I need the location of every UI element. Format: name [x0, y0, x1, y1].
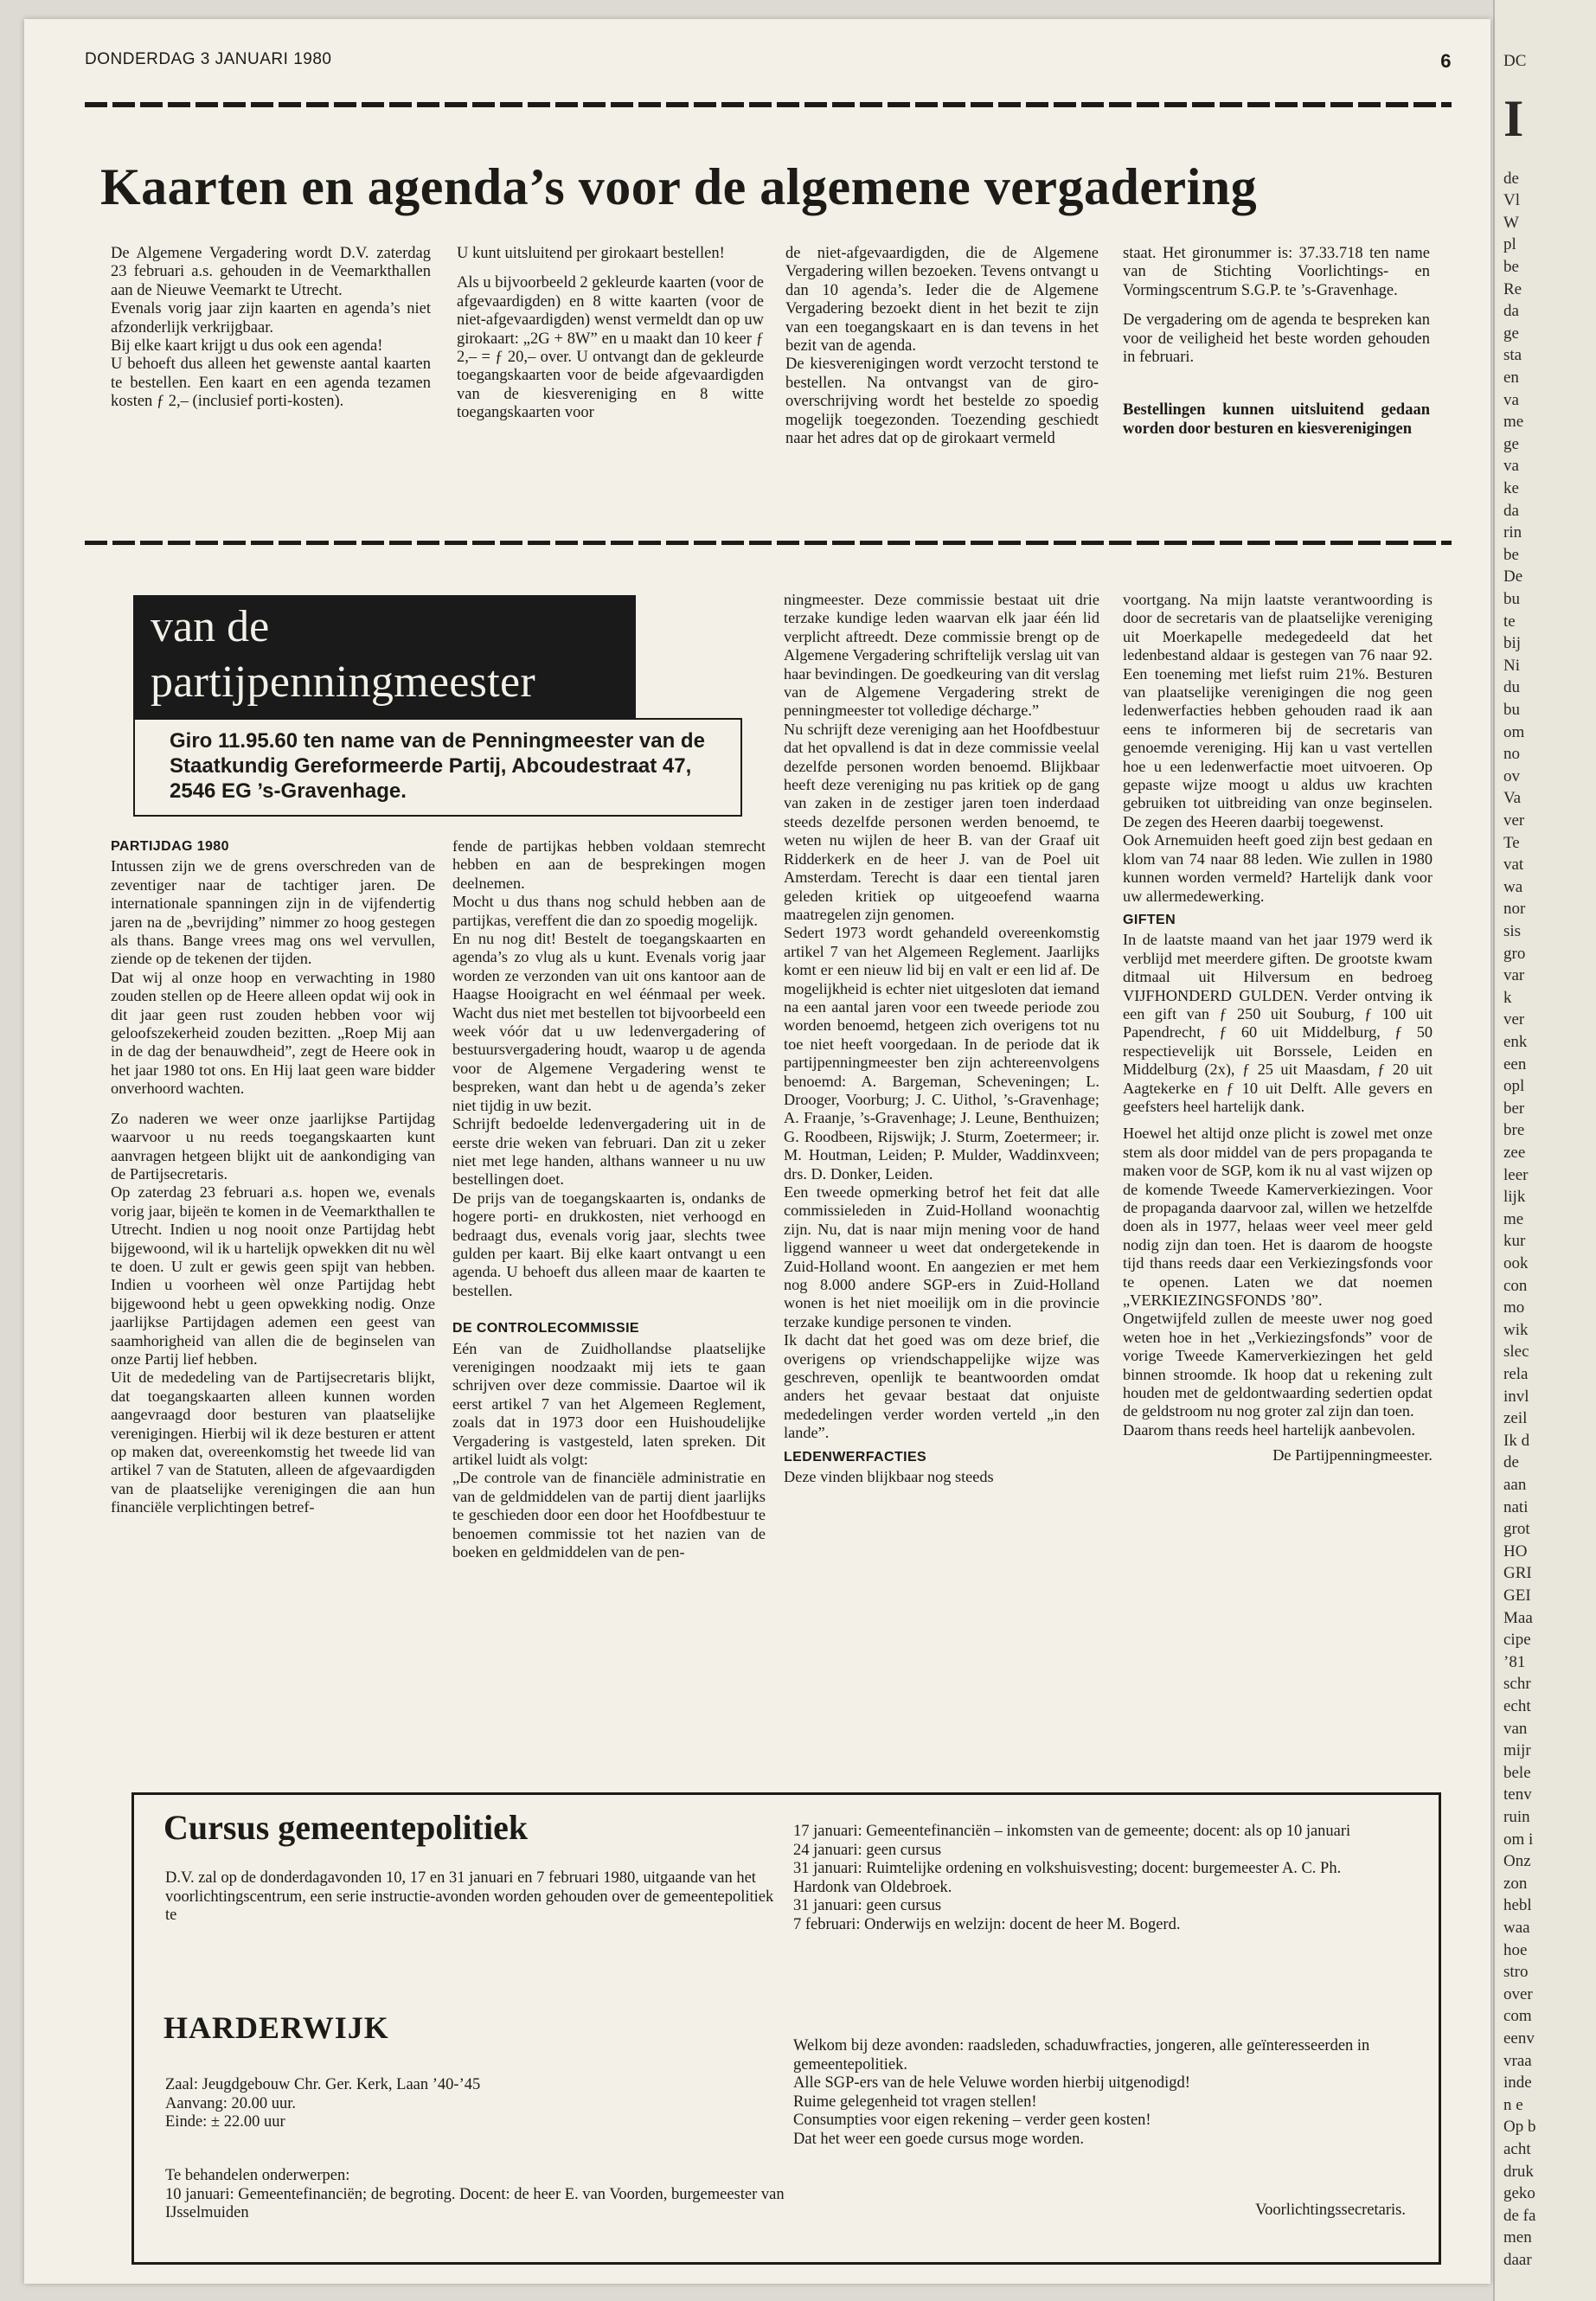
edge-fragment: ver — [1503, 1010, 1525, 1029]
edge-fragment: bij — [1503, 634, 1522, 653]
edge-fragment: con — [1503, 1276, 1528, 1295]
article-paragraph: Daarom thans reeds heel hartelijk aanbevolen. — [1123, 1420, 1416, 1439]
schedule-item: 31 januari: Ruimtelijke ordening en volkshuisvesting; docent: burgemeester A. C. Ph. Hardonk van Oldebroek. — [793, 1860, 1342, 1896]
edge-fragment: Re — [1503, 279, 1522, 298]
edge-fragment: W — [1503, 213, 1519, 232]
header-date: DONDERDAG 3 JANUARI 1980 — [85, 50, 332, 68]
edge-fragment: I — [1503, 89, 1524, 147]
edge-fragment: da — [1503, 501, 1519, 520]
edge-fragment: leer — [1503, 1165, 1529, 1184]
cursus-title: Cursus gemeentepolitiek — [163, 1808, 529, 1847]
edge-fragment: rin — [1503, 523, 1522, 542]
giro-box — [133, 718, 742, 817]
edge-fragment: Op b — [1503, 2118, 1536, 2137]
article-paragraph: Schrijft bedoelde ledenvergadering uit in de eerste drie weken van februari. Dan zit u zeker niet met lege handen, althans wanneer u nu uw bestellingen doet. — [452, 1115, 766, 1189]
subheading-giften: GIFTEN — [1123, 912, 1176, 927]
article-paragraph: Nu schrijft deze vereniging aan het Hoofdbestuur dat het opvallend is dat in deze commissie veelal dezelfde personen worden benoemd. Blijkbaar heeft deze vereniging nu pas kritiek op de gang van zaken in de zestiger jaren toen inderdaad steeds dezelfde personen werden benoemd, te weten nu wijlen de heer B. van der Graaf uit Ridderkerk en de heer J. van de Poel uit Amsterdam. Terecht is daar een tiental jaren geleden kritiek op uitgeoefend waarna maatregelen zijn genomen. — [784, 720, 1099, 923]
edge-fragment: HO — [1503, 1541, 1528, 1561]
article-paragraph: ningmeester. Deze commissie bestaat uit drie terzake kundige leden waarvan elk jaar één lid verplicht aftreedt. Deze commissie brengt op de Algemene Vergadering schriftelijk verslag uit van haar bevindingen. De goedkeuring van dit verslag van de Algemene Vergadering strekt de penningmeester tot volledige décharge.” — [784, 591, 1100, 720]
edge-fragment: no — [1503, 745, 1520, 764]
giro-text: Giro 11.95.60 ten name van de Penningmeester van de Staatkundig Gereformeerde Partij, Abcoudestraat 47, 2546 EG ’s-Gravenhage. — [170, 729, 705, 803]
edge-fragment: ge — [1503, 434, 1519, 453]
edge-fragment: nor — [1503, 900, 1526, 919]
edge-fragment: van — [1503, 1719, 1528, 1738]
edge-fragment: men — [1503, 2228, 1532, 2247]
article-paragraph: Deze vinden blijkbaar nog steeds — [784, 1468, 994, 1486]
edge-fragment: va — [1503, 390, 1519, 409]
edge-fragment: GRI — [1503, 1564, 1532, 1583]
schedule-item: 24 januari: geen cursus — [793, 1841, 942, 1859]
edge-fragment: enk — [1503, 1033, 1528, 1051]
edge-fragment: ruin — [1503, 1808, 1530, 1826]
edge-fragment: schr — [1503, 1675, 1531, 1694]
edge-fragment: inde — [1503, 2073, 1532, 2093]
welcome-line: Welkom bij deze avonden: raadsleden, schaduwfracties, jongeren, alle geïnteresseerden in gemeentepolitiek. — [793, 2037, 1370, 2073]
article-paragraph: fende de partijkas hebben voldaan stemrecht hebben en aan de besprekingen mogen deelnemen. — [452, 837, 766, 892]
edge-fragment: grot — [1503, 1520, 1530, 1539]
page-number: 6 — [1440, 50, 1452, 72]
cursus-schedule — [793, 1823, 1399, 1934]
edge-fragment: eenv — [1503, 2029, 1535, 2048]
agenda-paragraph: staat. Het gironummer is: 37.33.718 ten name van de Stichting Voorlichtings- en Vormingscentrum S.G.P. te ’s-Gravenhage. — [1123, 245, 1430, 299]
agenda-paragraph: De kiesverenigingen wordt verzocht terstond te bestellen. Na ontvangst van de giro-overschrijving wordt het bestelde zo spoedig mogelijk toegezonden. Toezending geschiedt naar het adres dat op de girokaart vermeld — [785, 356, 1099, 448]
agenda-column-3 — [785, 245, 1099, 448]
edge-fragment: com — [1503, 2007, 1532, 2026]
edge-fragment: sis — [1503, 922, 1522, 940]
agenda-paragraph: Als u bijvoorbeeld 2 gekleurde kaarten (voor de afgevaardigden) en 8 witte kaarten (voor de niet-afgevaardigden) wenst vermeldt dan op uw girokaart: „2G + 8W” en u maakt dan 10 keer ƒ 2,– = ƒ 20,– over. U ontvangt dan de gekleurde toegangskaarten voor de beide afgevaardigden van de kiesvereniging en 8 witte toegangskaarten voor — [457, 274, 764, 422]
edge-fragment: aan — [1503, 1476, 1527, 1494]
agenda-order-note: Bestellingen kunnen uitsluitend gedaan worden door besturen en kiesverenigingen — [1123, 401, 1430, 438]
edge-fragment: zon — [1503, 1874, 1528, 1893]
edge-fragment: wik — [1503, 1320, 1529, 1339]
agenda-paragraph: Bij elke kaart krijgt u dus ook een agenda! — [111, 337, 383, 356]
edge-fragment: de — [1503, 169, 1519, 188]
article-paragraph: Ongetwijfeld zullen de meeste uwer nog goed weten hoe in het „Verkiezingsfonds” voor de vorige Tweede Kamerverkiezingen het geld binnen stroomde. Ik hoop dat u rekening zult houden met de geldontwaarding sedertien opdat de geldstroom nu nog groter zal zijn dan toen. — [1123, 1310, 1433, 1420]
edge-fragment: echt — [1503, 1697, 1531, 1715]
article-paragraph: Hoewel het altijd onze plicht is zowel met onze stem als door middel van de pers propaganda te maken voor de SGP, kom ik nu al vast wijzen op de komende Tweede Kamerverkiezingen. Voor de propaganda daarvoor zal, willen we hetzelfde doen als in 1977, helaas weer veel meer geld nodig zijn dan toen. Het is daarom de hoogste tijd thans reeds daar een Verkiezingsfonds voor te openen. Laten we dat noemen „VERKIEZINGSFONDS ’80”. — [1123, 1125, 1433, 1310]
edge-fragment: invl — [1503, 1387, 1529, 1406]
edge-fragment: te — [1503, 612, 1516, 631]
edge-fragment: bu — [1503, 701, 1520, 719]
edge-fragment: mijr — [1503, 1741, 1531, 1760]
schedule-item: 17 januari: Gemeentefinanciën – inkomsten van de gemeente; docent: als op 10 januari — [793, 1823, 1351, 1840]
edge-fragment: ber — [1503, 1099, 1525, 1118]
article-paragraph: In de laatste maand van het jaar 1979 werd ik verblijd met meerdere giften. De grootste kwam ditmaal uit Hilversum en bedroeg VIJFHONDERD GULDEN. Verder ontving ik een gift van ƒ 250 uit Souburg, ƒ 100 uit Papendrecht, ƒ 60 uit Middelburg, ƒ 50 respectievelijk uit Borssele, Leiden en Middelburg (2x), ƒ 25 uit Maasdam, ƒ 20 uit Aagtekerke en ƒ 10 uit Delft. Alle gevers en geefsters heel hartelijk dank. — [1123, 931, 1433, 1115]
next-page-edge — [1493, 0, 1596, 2301]
edge-fragment: Ni — [1503, 656, 1520, 675]
edge-fragment: ov — [1503, 766, 1520, 785]
edge-fragment: sta — [1503, 346, 1522, 365]
article-paragraph: Intussen zijn we de grens overschreden van de zeventiger naar de tachtiger jaren. De internationale spanningen zijn in de vijfendertig jaren na de „bevrijding” nimmer zo hoog gestegen als thans. Bange vrees mag ons wel vervullen, ziende op de tekenen der tijden. — [111, 857, 435, 968]
edge-fragment: om i — [1503, 1830, 1534, 1849]
edge-fragment: zeil — [1503, 1409, 1528, 1428]
article-paragraph: Ook Arnemuiden heeft goed zijn best gedaan en klom van 74 naar 88 leden. Wie zullen in 1980 kunnen worden vermeld? Hartelijk dank voor uw allermedewerking. — [1123, 831, 1433, 905]
edge-fragment: bre — [1503, 1121, 1525, 1140]
edge-fragment: tenv — [1503, 1785, 1532, 1804]
cursus-welcome — [793, 2037, 1399, 2149]
edge-fragment: vraa — [1503, 2051, 1532, 2070]
edge-fragment: Te — [1503, 833, 1520, 852]
main-headline: Kaarten en agenda’s voor de algemene vergadering — [100, 158, 1258, 215]
cursus-topics — [165, 2167, 788, 2223]
cursus-details — [165, 2076, 788, 2132]
penningmeester-column-2 — [452, 837, 766, 1561]
article-paragraph: De prijs van de toegangskaarten is, ondanks de hogere porti- en drukkosten, niet verhoogd en bedraagt dus, evenals vorig jaar, slechts twee gulden per kaart. Bij elke kaart ontvangt u een agenda. U behoeft dus alleen maar de kaarten te bestellen. — [452, 1189, 766, 1299]
edge-fragment: var — [1503, 966, 1525, 985]
schedule-item: 7 februari: Onderwijs en welzijn: docent de heer M. Bogerd. — [793, 1915, 1181, 1933]
agenda-column-1 — [111, 245, 431, 412]
cursus-intro: D.V. zal op de donderdagavonden 10, 17 en 31 januari en 7 februari 1980, uitgaande van het voorlichtingscentrum, een serie instructie-avonden worden gehouden over de gemeentepolitiek te — [165, 1869, 774, 1924]
cursus-zaal: Zaal: Jeugdgebouw Chr. Ger. Kerk, Laan ’40-’45 — [165, 2076, 481, 2093]
penningmeester-column-3 — [784, 591, 1099, 1487]
section-banner — [133, 595, 636, 718]
article-paragraph: voortgang. Na mijn laatste verantwoording is door de secretaris van de plaatselijke vereniging uit Moerkapelle medegedeeld dat het ledenbestand aldaar is gestegen van 76 naar 92. Een toeneming met liefst ruim 21%. Besturen van plaatselijke verenigingen die nog geen ledenwerfacties hebben gehouden raad ik aan eens te informeren bij de secretaris van genoemde vereniging. Hij kan u vast vertellen hoe u een ledenwerfactie moet uitvoeren. Op gepaste wijze moogt u aldus uw krachten gebruiken tot uitbreiding van onze beginselen. De zegen des Heeren daarbij toegewenst. — [1123, 591, 1433, 830]
article-paragraph: Uit de mededeling van de Partijsecretaris blijkt, dat toegangskaarten alleen kunnen worden aangevraagd door besturen van plaatselijke verenigingen. Hierbij wil ik deze besturen er attent op maken dat, overeenkomstig het tweede lid van artikel 7 van de Statuten, alleen de afgevaardigden van de plaatselijke verenigingen die aan hun financiële verplichtingen betref- — [111, 1368, 435, 1516]
edge-fragment: slec — [1503, 1343, 1529, 1362]
edge-fragment: pl — [1503, 235, 1516, 254]
welcome-line: Ruime gelegenheid tot vragen stellen! — [793, 2093, 1037, 2111]
article-paragraph: Een tweede opmerking betrof het feit dat alle commissieleden in Zuid-Holland woonachtig zijn. Nu, dat is naar mijn mening voor de hand liggend wanneer u weet dat ondergetekende in Zuid-Holland woont. En aangezien er met hem nog 8.000 andere SGP-ers in Zuid-Holland wonen is het niet moeilijk om in die provincie terzake kundige personen te vinden. — [784, 1183, 1099, 1330]
edge-fragment: druk — [1503, 2162, 1534, 2181]
edge-fragment: DC — [1503, 52, 1527, 70]
page-header — [85, 50, 1452, 72]
edge-fragment: waa — [1503, 1919, 1530, 1937]
edge-fragment: acht — [1503, 2140, 1531, 2158]
welcome-line: Dat het weer een goede cursus moge worden. — [793, 2130, 1084, 2148]
edge-fragment: stro — [1503, 1963, 1529, 1982]
subheading-ledenwerfacties: LEDENWERFACTIES — [784, 1449, 927, 1465]
edge-fragment: va — [1503, 457, 1519, 476]
schedule-item: 31 januari: geen cursus — [793, 1897, 942, 1914]
cursus-box — [131, 1792, 1441, 2265]
article-paragraph: Op zaterdag 23 februari a.s. hopen we, evenals vorig jaar, bijeën te komen in de Veemarkthallen te Utrecht. Indien u nog nooit onze Partijdag hebt bijgewoond, wil ik u hartelijk opwekken dit nu wèl te doen. U zult er gewis geen spijt van hebben. Indien u voorheen wèl onze Partijdag hebt bijgewoond hebt u geen opwekking nodig. Onze jaarlijkse Partijdagen ademen een geest van saamhorigheid van allen die de beginselen van onze Partij lief hebben. — [111, 1183, 435, 1368]
edge-fragment: Onz — [1503, 1852, 1531, 1871]
edge-fragment: een — [1503, 1054, 1527, 1074]
cursus-signature: Voorlichtingssecretaris. — [1255, 2202, 1406, 2219]
edge-fragment: zee — [1503, 1144, 1526, 1162]
penningmeester-column-1 — [111, 837, 435, 1517]
welcome-line: Alle SGP-ers van de hele Veluwe worden hierbij uitgenodigd! — [793, 2074, 1190, 2092]
cursus-einde: Einde: ± 22.00 uur — [165, 2113, 285, 2131]
article-paragraph: Zo naderen we weer onze jaarlijkse Partijdag waarvoor u nu reeds toegangskaarten kunt aanvragen hetgeen blijkt uit de aankondiging van de Partijsecretaris. — [111, 1109, 435, 1183]
edge-fragment: ook — [1503, 1254, 1529, 1272]
subheading-controlecommissie: DE CONTROLECOMMISSIE — [452, 1321, 640, 1336]
article-paragraph: Dat wij al onze hoop en verwachting in 1980 zouden stellen op de Heere alleen opdat wij ook in dit jaar geen rust zouden hebben voor wij geloofszekerheid zouden bezitten. „Roep Mij aan in de dag der benauwdheid”, zegt de Heere ook in het jaar 1980 tot ons. En Hij laat geen ware bidder onverhoord wachten. — [111, 968, 435, 1098]
agenda-paragraph: U behoeft dus alleen het gewenste aantal kaarten te bestellen. Een kaart en een agenda tezamen kosten ƒ 2,– (inclusief porti-kosten). — [111, 356, 431, 411]
edge-fragment: ge — [1503, 324, 1519, 343]
edge-fragment: geko — [1503, 2184, 1535, 2203]
agenda-paragraph: Evenals vorig jaar zijn kaarten en agenda’s niet afzonderlijk verkrijgbaar. — [111, 300, 431, 336]
agenda-paragraph: U kunt uitsluitend per girokaart bestellen! — [457, 245, 725, 262]
cursus-topics-heading: Te behandelen onderwerpen: — [165, 2167, 350, 2184]
article-paragraph: Ik dacht dat het goed was om deze brief, die overigens op vriendschappelijke wijze was geschreven, openlijk te beantwoorden omdat anders het gevaar bestaat dat onjuiste mededelingen verder worden verteld „in den lande”. — [784, 1331, 1099, 1442]
edge-fragment: nati — [1503, 1497, 1529, 1516]
cursus-place: HARDERWIJK — [163, 2010, 389, 2045]
edge-fragment: kur — [1503, 1232, 1526, 1251]
edge-fragment: en — [1503, 369, 1519, 387]
banner-line-1: van de — [151, 602, 270, 651]
edge-fragment: da — [1503, 302, 1519, 321]
edge-fragment: hoe — [1503, 1940, 1528, 1959]
penningmeester-column-4 — [1123, 591, 1433, 1477]
agenda-column-2 — [457, 245, 764, 434]
cursus-topic-jan10: 10 januari: Gemeentefinanciën; de begroting. Docent: de heer E. van Voorden, burgemeester van IJsselmuiden — [165, 2185, 785, 2221]
edge-fragment: daar — [1503, 2251, 1532, 2269]
signature-penningmeester: De Partijpenningmeester. — [1272, 1446, 1433, 1465]
edge-fragment: ke — [1503, 479, 1519, 497]
edge-fragment: bu — [1503, 590, 1520, 608]
agenda-column-4 — [1123, 245, 1430, 450]
edge-fragment: Va — [1503, 789, 1522, 808]
edge-fragment: be — [1503, 258, 1519, 276]
edge-fragment: wa — [1503, 877, 1523, 896]
edge-fragment: om — [1503, 722, 1525, 741]
subheading-partijdag: PARTIJDAG 1980 — [111, 839, 229, 854]
edge-fragment: opl — [1503, 1077, 1525, 1096]
article-paragraph: „De controle van de financiële administratie en van de geldmiddelen van de partij dient jaarlijks te geschieden door een door het Hoofdbestuur te benoemen commissie tot het nazien van de boeken en geldmiddelen van de pen- — [452, 1469, 766, 1561]
edge-fragment: hebl — [1503, 1896, 1532, 1915]
edge-fragment: De — [1503, 567, 1523, 586]
edge-fragment: Vl — [1503, 191, 1520, 210]
edge-fragment: Ik d — [1503, 1431, 1530, 1450]
agenda-paragraph: De vergadering om de agenda te bespreken kan voor de veiligheid het beste worden gehouden in februari. — [1123, 311, 1430, 367]
cursus-aanvang: Aanvang: 20.00 uur. — [165, 2094, 297, 2112]
edge-fragment: k — [1503, 988, 1512, 1007]
edge-fragment: lijk — [1503, 1188, 1526, 1207]
edge-fragment: mo — [1503, 1298, 1525, 1317]
edge-fragment: ver — [1503, 811, 1525, 830]
edge-fragment: me — [1503, 413, 1524, 432]
edge-fragment: me — [1503, 1209, 1524, 1228]
edge-fragment: over — [1503, 1984, 1533, 2003]
edge-fragment: be — [1503, 545, 1519, 564]
banner-line-2: partijpenningmeester — [151, 657, 535, 707]
edge-fragment: cipe — [1503, 1631, 1531, 1650]
edge-fragment: ’81 — [1503, 1652, 1526, 1671]
edge-fragment: vat — [1503, 856, 1524, 875]
edge-fragment: Maa — [1503, 1608, 1533, 1627]
edge-fragment: du — [1503, 678, 1520, 697]
edge-fragment: gro — [1503, 944, 1526, 963]
article-paragraph: Mocht u dus thans nog schuld hebben aan de partijkas, vereffent die dan zo spoedig mogelijk. — [452, 893, 766, 929]
edge-fragment: de fa — [1503, 2206, 1536, 2225]
article-paragraph: En nu nog dit! Bestelt de toegangskaarten en agenda’s zo vlug als u kunt. Evenals vorig jaar worden ze verzonden van uit ons kantoor aan de Haagse Hooigracht en wel éénmaal per week. Wacht dus niet met bestellen tot bijvoorbeeld een week vóór dat u uw ledenvergadering of bestuursvergadering houdt, waarop u de agenda voor de Algemene Vergadering wenst te bespreken, want dan hebt u de agenda’s zeker niet tijdig in uw bezit. — [452, 930, 766, 1114]
edge-fragment: GEI — [1503, 1586, 1531, 1605]
middle-dashed-rule — [85, 541, 1452, 545]
agenda-paragraph: De Algemene Vergadering wordt D.V. zaterdag 23 februari a.s. gehouden in de Veemarkthallen aan de Nieuwe Veemarkt te Utrecht. — [111, 245, 431, 299]
agenda-paragraph: de niet-afgevaardigden, die de Algemene Vergadering willen bezoeken. Tevens ontvangt u dan 10 agenda’s. Ieder die de Algemene Vergadering bezoekt dient in het bezit te zijn van een toegangskaart en is dan tevens in het bezit van de agenda. — [785, 245, 1099, 356]
welcome-line: Consumpties voor eigen rekening – verder geen kosten! — [793, 2112, 1151, 2129]
edge-fragment: rela — [1503, 1365, 1529, 1383]
top-dashed-rule — [85, 102, 1452, 107]
edge-fragment: de — [1503, 1453, 1519, 1472]
edge-fragment: bele — [1503, 1763, 1531, 1782]
article-paragraph: Sedert 1973 wordt gehandeld overeenkomstig artikel 7 van het Algemeen Reglement. Jaarlijks komt er een nieuw lid bij en valt er een lid af. De mogelijkheid is echter niet uitgesloten dat iemand na een aantal jaren voor een tweede periode zou worden benoemd, hetgeen zich overigens tot nu toe niet heeft voorgedaan. In de periode dat ik partijpenningmeester ben zijn achtereenvolgens benoemd: A. Bargeman, Scheveningen; L. Drooger, Voorburg; J. C. Uithol, ’s-Gravenhage; A. Fraanje, ’s-Gravenhage; J. Leune, Benthuizen; G. Roodbeen, Rijswijk; J. Sturm, Zoetermeer; ir. M. Houtman, Leiden; P. Mulder, Waddinxveen; drs. D. Donker, Leiden. — [784, 924, 1099, 1183]
article-paragraph: Eén van de Zuidhollandse plaatselijke verenigingen noodzaakt mij iets te gaan schrijven over deze commissie. Daartoe wil ik eerst artikel 7 van het Algemeen Reglement, zoals dat in 1973 door een Huishoudelijke Vergadering is vastgesteld, laten spreken. Dit artikel luidt als volgt: — [452, 1339, 766, 1468]
edge-fragment: n e — [1503, 2095, 1523, 2114]
